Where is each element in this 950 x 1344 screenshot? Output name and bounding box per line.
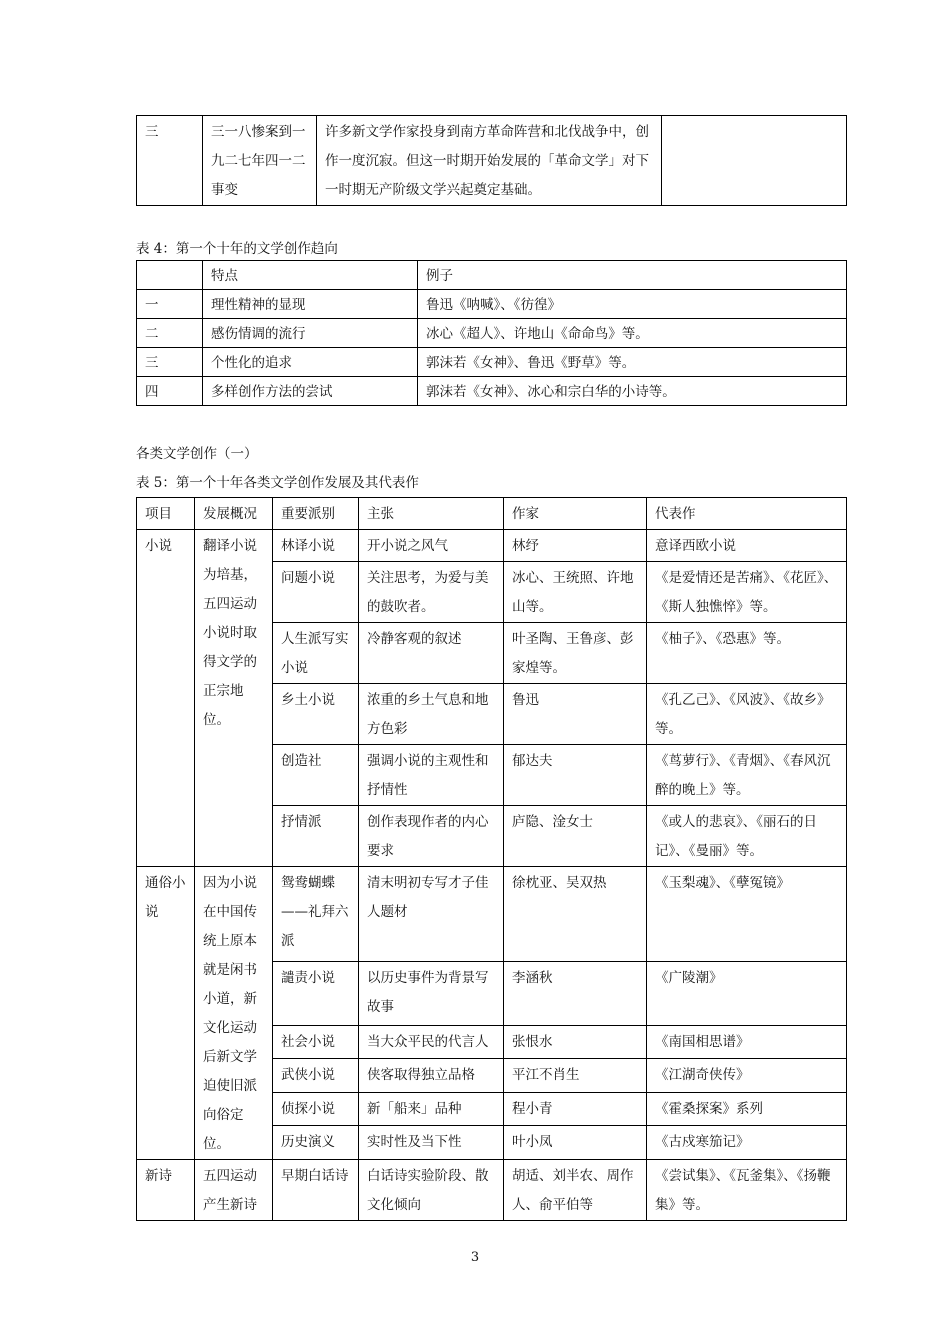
table4-num-cell: 一 <box>137 290 203 319</box>
table5-works-cell: 《柚子》、《恐惠》等。 <box>647 623 847 684</box>
table5-works-cell: 《是爱情还是苦痛》、《花匠》、《斯人独憔悴》等。 <box>647 562 847 623</box>
table5-claim-cell: 冷静客观的叙述 <box>359 623 504 684</box>
table5-school-cell: 林译小说 <box>273 530 359 562</box>
table-row <box>137 377 847 406</box>
table4-example-cell: 冰心《超人》、许地山《命命鸟》等。 <box>418 319 847 348</box>
table4-example-cell: 郭沫若《女神》、鲁迅《野草》等。 <box>418 348 847 377</box>
table5-school-cell: 人生派写实小说 <box>273 623 359 684</box>
table-row <box>137 116 847 206</box>
table5-author-cell: 张恨水 <box>504 1025 647 1059</box>
table5 <box>136 497 847 1221</box>
table5-author-cell: 鲁迅 <box>504 684 647 745</box>
table5-claim-cell: 侠客取得独立品格 <box>359 1059 504 1093</box>
table5-overview-cell: 翻译小说为培基，五四运动小说时取得文学的正宗地位。 <box>195 530 273 867</box>
table5-header-cell: 代表作 <box>647 498 847 530</box>
table-row <box>137 290 847 319</box>
table5-author-cell: 徐枕亚、吴双热 <box>504 867 647 962</box>
table5-caption: 表 5：第一个十年各类文学创作发展及其代表作 <box>136 475 419 491</box>
table5-works-cell: 《玉梨魂》、《孽冤镜》 <box>647 867 847 962</box>
table5-school-cell: 乡土小说 <box>273 684 359 745</box>
table5-author-cell: 程小青 <box>504 1092 647 1126</box>
table4-feature-cell: 个性化的追求 <box>203 348 418 377</box>
table4-header-cell <box>137 261 203 290</box>
table3-period-cell: 三一八惨案到一九二七年四一二事变 <box>203 116 317 206</box>
table5-header-cell: 项目 <box>137 498 195 530</box>
table5-school-cell: 侦探小说 <box>273 1092 359 1126</box>
table4-feature-cell: 多样创作方法的尝试 <box>203 377 418 406</box>
table4-example-cell: 鲁迅《呐喊》、《彷徨》 <box>418 290 847 319</box>
table4-header-cell: 例子 <box>418 261 847 290</box>
table5-works-cell: 《尝试集》、《瓦釜集》、《扬鞭集》等。 <box>647 1160 847 1221</box>
table-row <box>137 319 847 348</box>
table5-school-cell: 譴责小说 <box>273 961 359 1025</box>
table-row <box>137 530 847 562</box>
table5-overview-cell: 五四运动产生新诗 <box>195 1160 273 1221</box>
table5-author-cell: 胡适、刘半农、周作人、俞平伯等 <box>504 1160 647 1221</box>
table5-claim-cell: 清末明初专写才子佳人题材 <box>359 867 504 962</box>
table5-claim-cell: 浓重的乡土气息和地方色彩 <box>359 684 504 745</box>
table4 <box>136 260 847 406</box>
table4-feature-cell: 理性精神的显现 <box>203 290 418 319</box>
table5-claim-cell: 以历史事件为背景写故事 <box>359 961 504 1025</box>
table5-header-cell: 作家 <box>504 498 647 530</box>
table3-extra-cell <box>662 116 847 206</box>
table-row <box>137 867 847 962</box>
table5-works-cell: 《南国相思谱》 <box>647 1025 847 1059</box>
table5-item-cell: 通俗小说 <box>137 867 195 1160</box>
table4-num-cell: 二 <box>137 319 203 348</box>
table5-item-cell: 新诗 <box>137 1160 195 1221</box>
table5-works-cell: 《古戍寒笳记》 <box>647 1126 847 1160</box>
table5-claim-cell: 当大众平民的代言人 <box>359 1025 504 1059</box>
table5-header-cell: 主张 <box>359 498 504 530</box>
table5-school-cell: 问题小说 <box>273 562 359 623</box>
table5-author-cell: 冰心、王统照、许地山等。 <box>504 562 647 623</box>
table3-continuation <box>136 115 847 206</box>
table5-header-cell: 发展概况 <box>195 498 273 530</box>
table5-works-cell: 《江湖奇侠传》 <box>647 1059 847 1093</box>
table3-num-cell: 三 <box>137 116 203 206</box>
table5-author-cell: 庐隐、淦女士 <box>504 806 647 867</box>
table5-claim-cell: 白话诗实验阶段、散文化倾向 <box>359 1160 504 1221</box>
table5-works-cell: 《茑萝行》、《青烟》、《春风沉醉的晚上》等。 <box>647 745 847 806</box>
table5-author-cell: 郁达夫 <box>504 745 647 806</box>
table5-author-cell: 叶圣陶、王鲁彦、彭家煌等。 <box>504 623 647 684</box>
table5-school-cell: 创造社 <box>273 745 359 806</box>
table5-author-cell: 叶小凤 <box>504 1126 647 1160</box>
table5-claim-cell: 关注思考，为爱与美的鼓吹者。 <box>359 562 504 623</box>
table5-school-cell: 历史演义 <box>273 1126 359 1160</box>
table-row <box>137 348 847 377</box>
table5-school-cell: 早期白话诗 <box>273 1160 359 1221</box>
table5-school-cell: 武侠小说 <box>273 1059 359 1093</box>
table5-works-cell: 《广陵潮》 <box>647 961 847 1025</box>
table5-header-cell: 重要派别 <box>273 498 359 530</box>
table5-claim-cell: 新「船来」品种 <box>359 1092 504 1126</box>
table5-author-cell: 李涵秋 <box>504 961 647 1025</box>
table5-author-cell: 平江不肖生 <box>504 1059 647 1093</box>
table5-claim-cell: 创作表现作者的内心要求 <box>359 806 504 867</box>
table4-caption: 表 4：第一个十年的文学创作趋向 <box>136 241 338 257</box>
table5-overview-cell: 因为小说在中国传统上原本就是闲书小道，新文化运动后新文学迫使旧派向俗定位。 <box>195 867 273 1160</box>
table5-works-cell: 《霍桑探案》系列 <box>647 1092 847 1126</box>
table4-feature-cell: 感伤情调的流行 <box>203 319 418 348</box>
page-number: 3 <box>470 1250 480 1265</box>
table4-header-cell: 特点 <box>203 261 418 290</box>
table5-claim-cell: 开小说之风气 <box>359 530 504 562</box>
table-row <box>137 1160 847 1221</box>
table5-works-cell: 《或人的悲哀》、《丽石的日记》、《曼丽》等。 <box>647 806 847 867</box>
table5-item-cell: 小说 <box>137 530 195 867</box>
table5-works-cell: 《孔乙己》、《风波》、《故乡》等。 <box>647 684 847 745</box>
table5-claim-cell: 强调小说的主观性和抒情性 <box>359 745 504 806</box>
table4-num-cell: 四 <box>137 377 203 406</box>
section-title: 各类文学创作（一） <box>136 446 258 462</box>
table4-example-cell: 郭沫若《女神》、冰心和宗白华的小诗等。 <box>418 377 847 406</box>
table5-claim-cell: 实时性及当下性 <box>359 1126 504 1160</box>
table5-works-cell: 意译西欧小说 <box>647 530 847 562</box>
table4-num-cell: 三 <box>137 348 203 377</box>
table5-school-cell: 鸳鸯蝴蝶——礼拜六派 <box>273 867 359 962</box>
table3-desc-cell: 许多新文学作家投身到南方革命阵营和北伐战争中，创作一度沉寂。但这一时期开始发展的「革命文学」对下一时期无产阶级文学兴起奠定基础。 <box>317 116 662 206</box>
table5-author-cell: 林纾 <box>504 530 647 562</box>
table5-school-cell: 抒情派 <box>273 806 359 867</box>
table5-school-cell: 社会小说 <box>273 1025 359 1059</box>
table-header-row <box>137 261 847 290</box>
table-header-row <box>137 498 847 530</box>
